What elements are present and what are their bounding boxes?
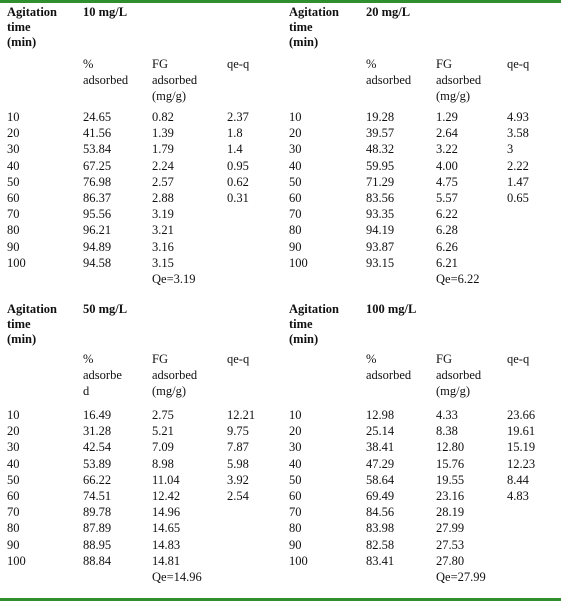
concentration-header: 50 mg/L <box>83 302 128 316</box>
qe-q-cell: 12.21 <box>227 408 256 422</box>
time-cell: 20 <box>289 424 302 439</box>
fg-adsorbed-header: FG <box>152 57 168 71</box>
qe-q-header: qe-q <box>507 57 530 71</box>
time-cell: 10 <box>289 408 302 422</box>
qe-q-header: qe-q <box>227 57 250 71</box>
time-cell: 30 <box>7 142 20 157</box>
qe-q-cell: 0.31 <box>227 191 249 205</box>
fg-adsorbed-cell: 27.99 <box>436 521 465 536</box>
time-cell: 60 <box>7 191 20 205</box>
percent-adsorbed-cell: 88.95 <box>83 537 112 552</box>
percent-adsorbed-cell: 38.41 <box>366 440 395 455</box>
time-cell: 80 <box>289 521 302 536</box>
percent-adsorbed-cell: 24.65 <box>83 110 112 124</box>
percent-adsorbed-header: % <box>366 57 377 71</box>
fg-adsorbed-cell: 0.82 <box>152 110 174 124</box>
fg-adsorbed-cell: 2.24 <box>152 158 174 173</box>
time-cell: 70 <box>7 505 20 520</box>
fg-adsorbed-header: (mg/g) <box>152 384 187 398</box>
percent-adsorbed-cell: 53.84 <box>83 142 112 157</box>
time-cell: 60 <box>289 191 302 205</box>
fg-adsorbed-cell: 11.04 <box>152 472 180 487</box>
percent-adsorbed-cell: 74.51 <box>83 489 112 503</box>
fg-adsorbed-cell: 6.26 <box>436 239 458 254</box>
qe-q-cell: 4.83 <box>507 489 529 503</box>
time-cell: 40 <box>289 158 302 173</box>
qe-value: Qe=3.19 <box>152 272 196 286</box>
qe-q-cell: 9.75 <box>227 424 249 439</box>
time-cell: 80 <box>289 223 302 238</box>
agitation-time-header: time <box>7 317 31 331</box>
percent-adsorbed-cell: 76.98 <box>83 174 112 189</box>
time-cell: 50 <box>289 174 302 189</box>
fg-adsorbed-cell: 1.79 <box>152 142 174 157</box>
time-cell: 10 <box>7 110 20 124</box>
percent-adsorbed-cell: 83.56 <box>366 191 395 205</box>
fg-adsorbed-cell: 3.22 <box>436 142 458 157</box>
fg-adsorbed-cell: 27.80 <box>436 553 465 568</box>
qe-q-cell: 0.62 <box>227 174 249 189</box>
agitation-time-header: (min) <box>7 332 37 346</box>
percent-adsorbed-cell: 19.28 <box>366 110 395 124</box>
percent-adsorbed-cell: 67.25 <box>83 158 112 173</box>
percent-adsorbed-cell: 69.49 <box>366 489 395 503</box>
fg-adsorbed-cell: 14.83 <box>152 537 181 552</box>
qe-q-cell: 15.19 <box>507 440 536 455</box>
fg-adsorbed-cell: 5.57 <box>436 191 458 205</box>
fg-adsorbed-cell: 8.98 <box>152 456 174 471</box>
fg-adsorbed-header: adsorbed <box>436 368 482 382</box>
percent-adsorbed-cell: 83.41 <box>366 553 395 568</box>
percent-adsorbed-cell: 87.89 <box>83 521 112 536</box>
time-cell: 100 <box>289 255 308 270</box>
qe-q-header: qe-q <box>227 352 250 366</box>
percent-adsorbed-header: adsorbed <box>366 368 412 382</box>
percent-adsorbed-cell: 53.89 <box>83 456 112 471</box>
time-cell: 20 <box>7 424 20 439</box>
qe-q-cell: 23.66 <box>507 408 536 422</box>
agitation-time-header: time <box>289 317 313 331</box>
qe-value: Qe=14.96 <box>152 570 202 584</box>
concentration-header: 20 mg/L <box>366 5 411 19</box>
percent-adsorbed-cell: 16.49 <box>83 408 112 422</box>
fg-adsorbed-cell: 3.19 <box>152 207 174 222</box>
fg-adsorbed-cell: 3.21 <box>152 223 174 238</box>
fg-adsorbed-header: (mg/g) <box>436 89 471 103</box>
percent-adsorbed-cell: 66.22 <box>83 472 112 487</box>
percent-adsorbed-header: adsorbed <box>366 73 412 87</box>
fg-adsorbed-header: (mg/g) <box>152 89 187 103</box>
fg-adsorbed-cell: 14.96 <box>152 505 181 520</box>
percent-adsorbed-cell: 94.19 <box>366 223 395 238</box>
fg-adsorbed-cell: 19.55 <box>436 472 465 487</box>
time-cell: 60 <box>7 489 20 503</box>
fg-adsorbed-cell: 14.81 <box>152 553 181 568</box>
time-cell: 90 <box>289 239 302 254</box>
time-cell: 70 <box>289 505 302 520</box>
time-cell: 40 <box>289 456 302 471</box>
agitation-time-header: (min) <box>289 35 319 49</box>
fg-adsorbed-cell: 8.38 <box>436 424 458 439</box>
percent-adsorbed-header: % <box>83 352 94 366</box>
percent-adsorbed-cell: 84.56 <box>366 505 395 520</box>
top-rule <box>0 0 561 3</box>
fg-adsorbed-cell: 3.16 <box>152 239 174 254</box>
percent-adsorbed-cell: 41.56 <box>83 126 112 141</box>
qe-q-cell: 0.65 <box>507 191 529 205</box>
time-cell: 90 <box>7 239 20 254</box>
time-cell: 50 <box>7 174 20 189</box>
fg-adsorbed-header: (mg/g) <box>436 384 471 398</box>
qe-q-cell: 1.8 <box>227 126 243 141</box>
qe-q-cell: 2.37 <box>227 110 249 124</box>
fg-adsorbed-cell: 2.75 <box>152 408 174 422</box>
agitation-time-header: Agitation <box>7 302 57 316</box>
qe-q-cell: 12.23 <box>507 456 536 471</box>
agitation-time-header: (min) <box>289 332 319 346</box>
time-cell: 100 <box>289 553 308 568</box>
percent-adsorbed-cell: 25.14 <box>366 424 395 439</box>
percent-adsorbed-cell: 93.35 <box>366 207 395 222</box>
time-cell: 30 <box>289 142 302 157</box>
percent-adsorbed-cell: 93.15 <box>366 255 395 270</box>
percent-adsorbed-cell: 31.28 <box>83 424 112 439</box>
fg-adsorbed-cell: 6.22 <box>436 207 458 222</box>
fg-adsorbed-cell: 28.19 <box>436 505 465 520</box>
time-cell: 40 <box>7 158 20 173</box>
qe-q-cell: 7.87 <box>227 440 249 455</box>
qe-q-cell: 3.92 <box>227 472 249 487</box>
percent-adsorbed-cell: 47.29 <box>366 456 395 471</box>
percent-adsorbed-cell: 83.98 <box>366 521 395 536</box>
agitation-time-header: Agitation <box>289 5 339 19</box>
fg-adsorbed-cell: 1.29 <box>436 110 458 124</box>
percent-adsorbed-header: % <box>366 352 377 366</box>
percent-adsorbed-cell: 89.78 <box>83 505 112 520</box>
percent-adsorbed-cell: 96.21 <box>83 223 112 238</box>
time-cell: 20 <box>289 126 302 141</box>
fg-adsorbed-cell: 12.42 <box>152 489 181 503</box>
qe-q-cell: 19.61 <box>507 424 536 439</box>
percent-adsorbed-cell: 42.54 <box>83 440 112 455</box>
time-cell: 40 <box>7 456 20 471</box>
fg-adsorbed-cell: 6.21 <box>436 255 458 270</box>
fg-adsorbed-cell: 4.00 <box>436 158 458 173</box>
fg-adsorbed-header: FG <box>152 352 168 366</box>
agitation-time-header: (min) <box>7 35 37 49</box>
time-cell: 80 <box>7 521 20 536</box>
qe-q-cell: 8.44 <box>507 472 529 487</box>
time-cell: 50 <box>7 472 20 487</box>
percent-adsorbed-cell: 59.95 <box>366 158 395 173</box>
time-cell: 30 <box>289 440 302 455</box>
percent-adsorbed-cell: 86.37 <box>83 191 112 205</box>
time-cell: 10 <box>7 408 20 422</box>
fg-adsorbed-cell: 27.53 <box>436 537 465 552</box>
fg-adsorbed-header: FG <box>436 352 452 366</box>
fg-adsorbed-cell: 5.21 <box>152 424 174 439</box>
qe-q-cell: 5.98 <box>227 456 249 471</box>
time-cell: 60 <box>289 489 302 503</box>
fg-adsorbed-cell: 14.65 <box>152 521 181 536</box>
fg-adsorbed-header: adsorbed <box>152 73 198 87</box>
qe-q-cell: 2.22 <box>507 158 529 173</box>
percent-adsorbed-header: adsorbe <box>83 368 122 382</box>
time-cell: 70 <box>289 207 302 222</box>
time-cell: 50 <box>289 472 302 487</box>
time-cell: 20 <box>7 126 20 141</box>
qe-q-cell: 1.4 <box>227 142 243 157</box>
qe-q-cell: 4.93 <box>507 110 529 124</box>
percent-adsorbed-cell: 39.57 <box>366 126 395 141</box>
qe-q-cell: 1.47 <box>507 174 529 189</box>
fg-adsorbed-cell: 6.28 <box>436 223 458 238</box>
time-cell: 70 <box>7 207 20 222</box>
fg-adsorbed-header: adsorbed <box>152 368 198 382</box>
time-cell: 90 <box>289 537 302 552</box>
fg-adsorbed-cell: 2.64 <box>436 126 458 141</box>
qe-q-cell: 0.95 <box>227 158 249 173</box>
percent-adsorbed-header: % <box>83 57 94 71</box>
fg-adsorbed-cell: 15.76 <box>436 456 465 471</box>
percent-adsorbed-header: adsorbed <box>83 73 129 87</box>
percent-adsorbed-cell: 82.58 <box>366 537 395 552</box>
fg-adsorbed-cell: 23.16 <box>436 489 465 503</box>
percent-adsorbed-cell: 95.56 <box>83 207 112 222</box>
qe-value: Qe=6.22 <box>436 272 480 286</box>
percent-adsorbed-cell: 94.89 <box>83 239 112 254</box>
concentration-header: 10 mg/L <box>83 5 128 19</box>
percent-adsorbed-cell: 88.84 <box>83 553 112 568</box>
qe-q-cell: 2.54 <box>227 489 249 503</box>
fg-adsorbed-cell: 1.39 <box>152 126 174 141</box>
agitation-time-header: time <box>7 20 31 34</box>
time-cell: 10 <box>289 110 302 124</box>
agitation-time-header: time <box>289 20 313 34</box>
percent-adsorbed-cell: 71.29 <box>366 174 395 189</box>
percent-adsorbed-cell: 12.98 <box>366 408 395 422</box>
percent-adsorbed-cell: 94.58 <box>83 255 112 270</box>
qe-q-cell: 3 <box>507 142 514 157</box>
percent-adsorbed-cell: 58.64 <box>366 472 395 487</box>
fg-adsorbed-cell: 12.80 <box>436 440 465 455</box>
qe-value: Qe=27.99 <box>436 570 486 584</box>
fg-adsorbed-header: adsorbed <box>436 73 482 87</box>
time-cell: 30 <box>7 440 20 455</box>
fg-adsorbed-header: FG <box>436 57 452 71</box>
fg-adsorbed-cell: 7.09 <box>152 440 174 455</box>
percent-adsorbed-header: d <box>83 384 90 398</box>
concentration-header: 100 mg/L <box>366 302 417 316</box>
time-cell: 90 <box>7 537 20 552</box>
fg-adsorbed-cell: 4.33 <box>436 408 458 422</box>
fg-adsorbed-cell: 2.57 <box>152 174 174 189</box>
qe-q-cell: 3.58 <box>507 126 529 141</box>
time-cell: 100 <box>7 255 26 270</box>
fg-adsorbed-cell: 3.15 <box>152 255 174 270</box>
agitation-time-header: Agitation <box>289 302 339 316</box>
percent-adsorbed-cell: 48.32 <box>366 142 395 157</box>
time-cell: 100 <box>7 553 26 568</box>
fg-adsorbed-cell: 2.88 <box>152 191 174 205</box>
time-cell: 80 <box>7 223 20 238</box>
percent-adsorbed-cell: 93.87 <box>366 239 395 254</box>
qe-q-header: qe-q <box>507 352 530 366</box>
fg-adsorbed-cell: 4.75 <box>436 174 458 189</box>
agitation-time-header: Agitation <box>7 5 57 19</box>
